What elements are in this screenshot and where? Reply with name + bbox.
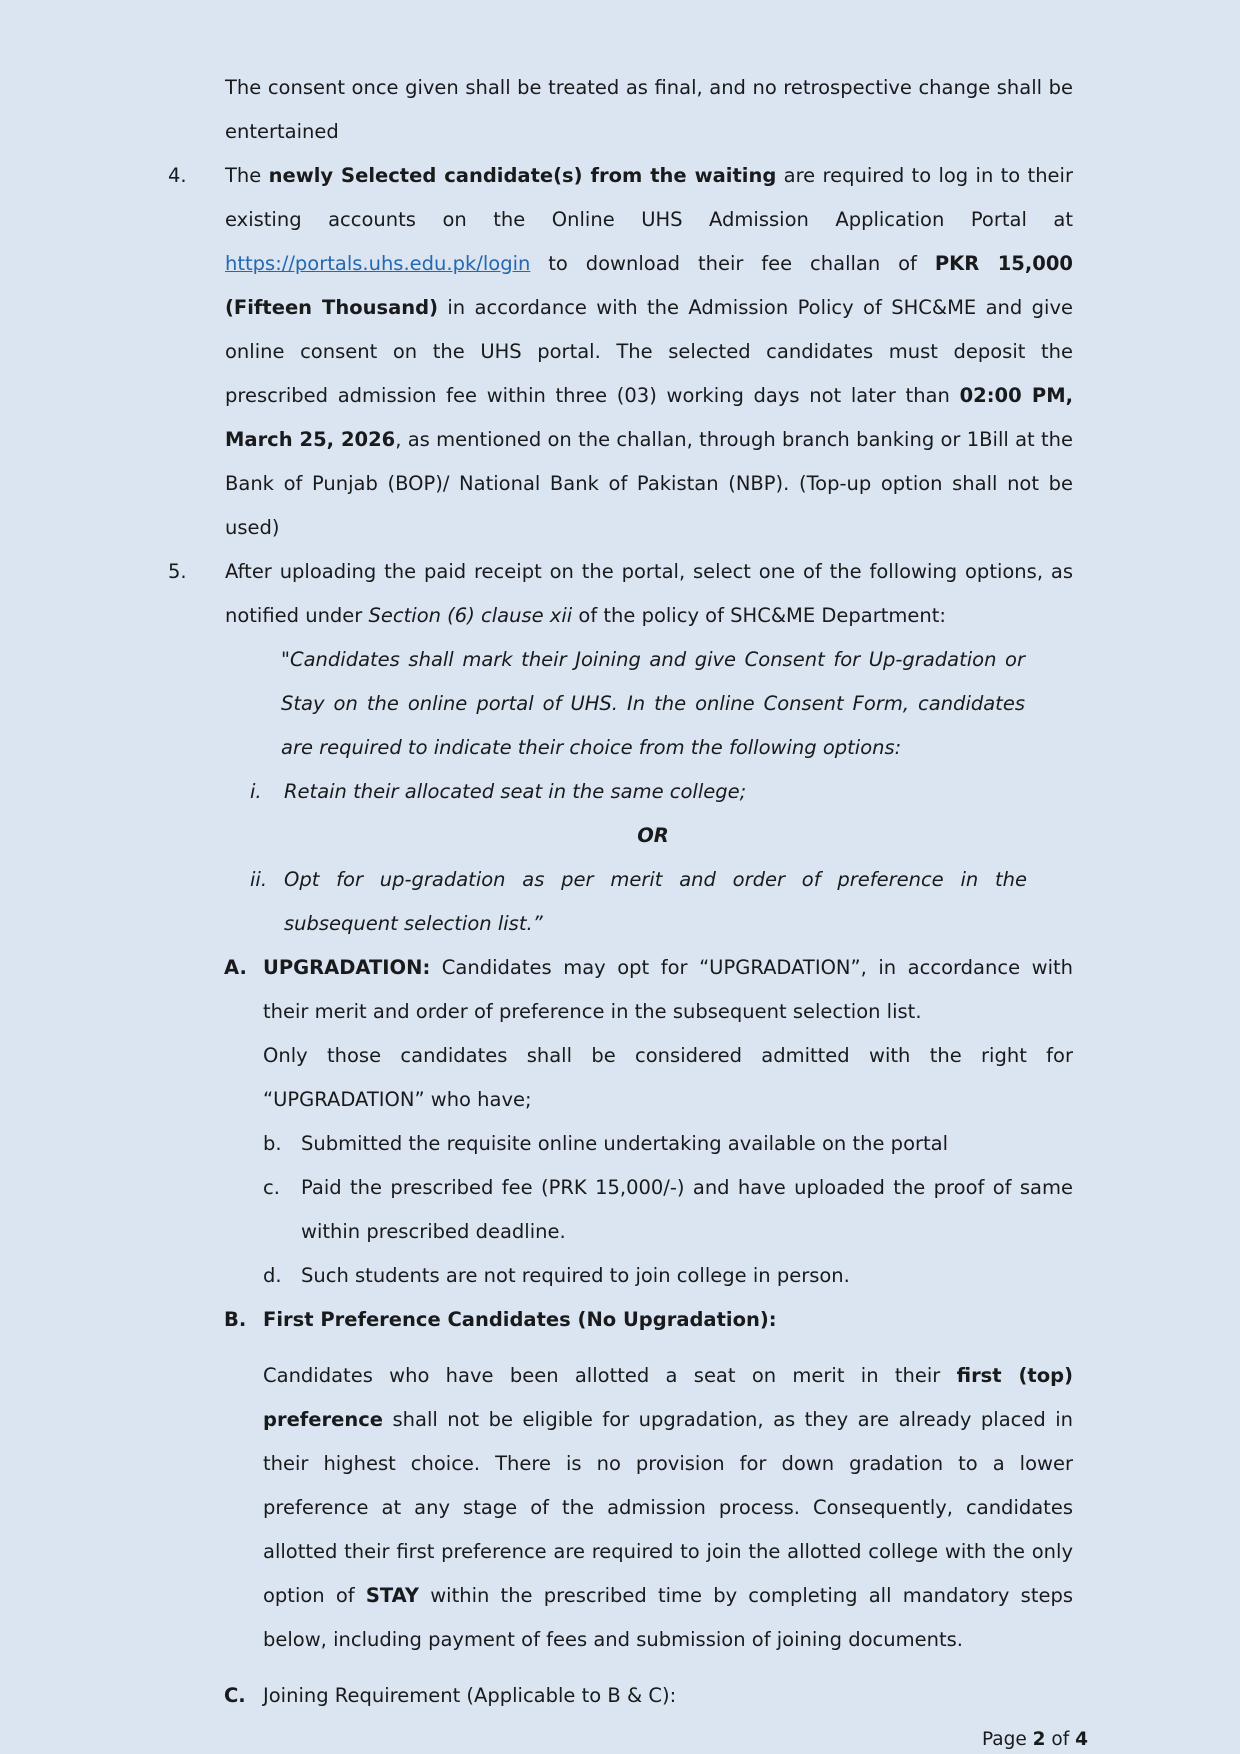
text-run: 2 (1032, 1729, 1046, 1750)
list-item-d (263, 1254, 1073, 1298)
text-run: Paid the prescribed fee (PRK 15,000/-) and have uploaded the proof of same within prescribed deadline. (301, 1176, 1073, 1243)
text-run: First Preference Candidates (No Upgradation): (263, 1308, 777, 1331)
text-run: are required to log in to their existing accounts on the Online UHS Admission Application Portal at (225, 164, 1073, 231)
list-item-A-number: A. (224, 956, 247, 979)
text-run: in accordance with the Admission Policy of SHC&ME and give online consent on the UHS portal. The selected candidates must deposit the prescribed admission fee within three (03) working days not later than (225, 296, 1073, 407)
text-run: Such students are not required to join college in person. (301, 1264, 850, 1287)
text-run: shall not be eligible for upgradation, as they are already placed in their highest choice. There is no provision for down gradation to a lower preference at any stage of the admission process. Consequently, candidates allotted their first preference are required to join the allotted college with the only option of (263, 1408, 1073, 1607)
text-run: Submitted the requisite online undertaking available on the portal (301, 1132, 949, 1155)
consent-paragraph (225, 66, 1073, 154)
text-run: OR (637, 824, 669, 847)
option-item-i-text (284, 770, 1027, 814)
portal-link[interactable]: https://portals.uhs.edu.pk/login (225, 252, 531, 275)
option-item-i (250, 770, 1027, 814)
option-item-ii-text (284, 858, 1027, 946)
text-run: Candidates may opt for “UPGRADATION”, in accordance with their merit and order of preference in the subsequent selection list. (263, 956, 1073, 1023)
list-item-5-number: 5. (168, 560, 187, 583)
list-item-A-text (263, 946, 1073, 1034)
text-run: Page (981, 1729, 1033, 1750)
list-item-4-number: 4. (168, 164, 187, 187)
list-item-c-number: c. (263, 1176, 280, 1199)
text-run: newly Selected candidate(s) from the waiting (268, 164, 777, 187)
text-run: Joining Requirement (Applicable to B & C): (263, 1684, 677, 1707)
list-item-A (224, 946, 1073, 1034)
upgradation-conditions-intro (263, 1034, 1073, 1122)
text-run: PKR 15,000 (Fifteen Thousand) (225, 252, 1073, 319)
first-preference-paragraph (263, 1354, 1073, 1662)
list-item-4-text (225, 154, 1073, 550)
text-run: within the prescribed time by completing all mandatory steps below, including payment of fees and submission of joining documents. (263, 1584, 1073, 1651)
text-run: Only those candidates shall be considered admitted with the right for “UPGRADATION” who have; (263, 1044, 1073, 1111)
or-divider (281, 814, 1025, 858)
option-item-i-number: i. (250, 780, 262, 803)
text-run: 02:00 PM, March 25, 2026 (225, 384, 1074, 451)
list-item-c (263, 1166, 1073, 1254)
list-item-c-text (301, 1166, 1073, 1254)
text-run: 4 (1075, 1729, 1088, 1750)
consent-paragraph-row (168, 66, 1073, 154)
list-item-B-heading-text (263, 1298, 1073, 1342)
text-run: to download their fee challan of (530, 252, 935, 275)
policy-quote-intro (281, 638, 1025, 770)
text-run: The (225, 164, 269, 187)
list-item-C-heading (224, 1674, 1073, 1718)
option-item-ii-number: ii. (250, 868, 268, 891)
list-item-d-text (301, 1254, 1073, 1298)
option-item-ii (250, 858, 1027, 946)
list-item-5 (168, 550, 1073, 638)
text-run: Retain their allocated seat in the same college; (284, 780, 747, 803)
list-item-5-text (225, 550, 1073, 638)
list-item-b-number: b. (263, 1132, 282, 1155)
text-run: , as mentioned on the challan, through branch banking or 1Bill at the Bank of Punjab (BOP)/ National Bank of Pakistan (NBP). (Top-up option shall not be used) (225, 428, 1073, 539)
text-run: STAY (365, 1584, 420, 1607)
text-run: After uploading the paid receipt on the portal, select one of the following options, as notified under (225, 560, 1073, 627)
text-run: of (1045, 1729, 1076, 1750)
text-run: The consent once given shall be treated as final, and no retrospective change shall be entertained (225, 76, 1073, 143)
text-run: "Candidates shall mark their Joining and give Consent for Up-gradation or Stay on the online portal of UHS. In the online Consent Form, candidates are required to indicate their choice from the following options: (281, 648, 1025, 759)
text-run: Candidates who have been allotted a seat on merit in their (263, 1364, 957, 1387)
text-run: of the policy of SHC&ME Department: (572, 604, 946, 627)
list-item-4 (168, 154, 1073, 550)
list-item-C-heading-text (263, 1674, 1073, 1718)
list-item-B-number: B. (224, 1308, 247, 1331)
list-item-B-heading (224, 1298, 1073, 1342)
text-run: first (top) preference (263, 1364, 1073, 1431)
list-item-d-number: d. (263, 1264, 282, 1287)
text-run: UPGRADATION: (263, 956, 431, 979)
text-run: Opt for up-gradation as per merit and order of preference in the subsequent selection list.” (284, 868, 1027, 935)
list-item-C-number: C. (224, 1684, 246, 1707)
page-number (168, 1718, 1088, 1754)
list-item-b (263, 1122, 1073, 1166)
list-item-b-text (301, 1122, 1073, 1166)
text-run: Section (6) clause xii (368, 604, 573, 627)
